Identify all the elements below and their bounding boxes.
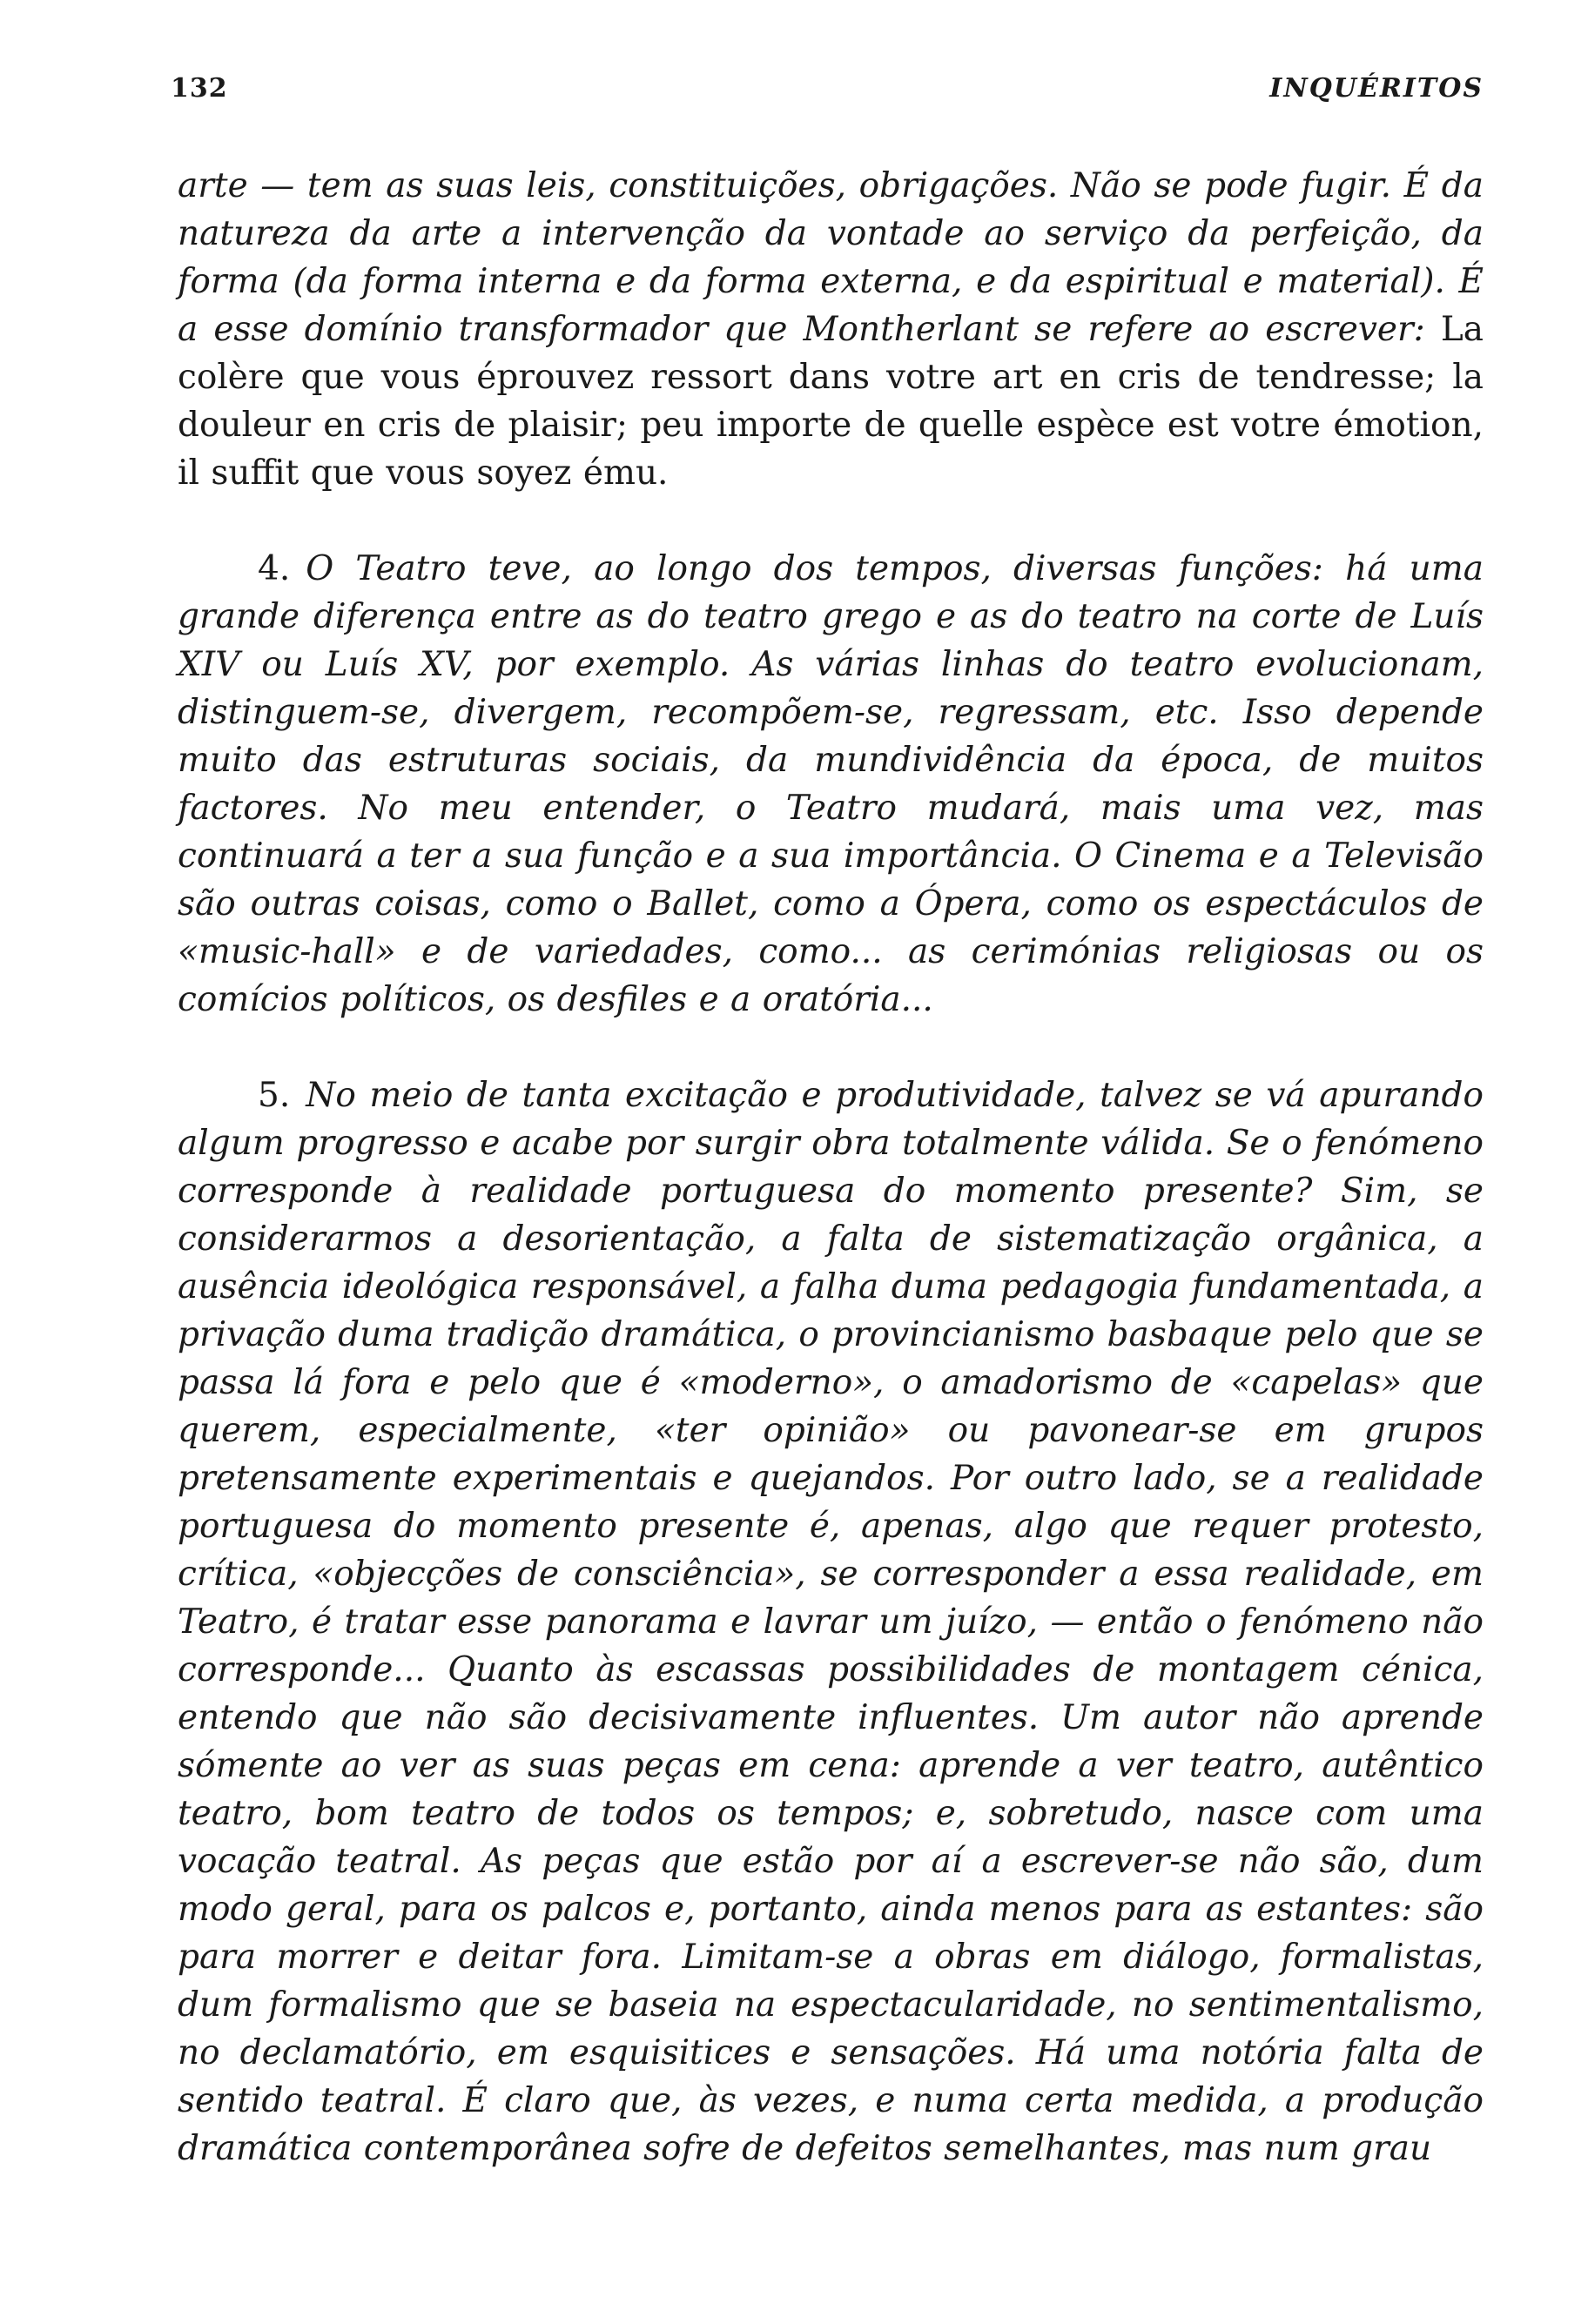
paragraph-arte [178,162,1484,497]
paragraph-5 [178,1071,1484,2173]
paragraph-number: 4. [258,549,291,588]
page-number: 132 [171,73,228,104]
running-head: INQUÉRITOS [1269,73,1484,104]
paragraph-text: O Teatro teve, ao longo dos tempos, diversas funções: há uma grande diferença entre as do teatro grego e as do teatro na corte de Luís XIV ou Luís XV, por exemplo. As várias linhas do teatro evolucionam, distinguem-se, divergem, recompõem-se, regressam, etc. Isso depende muito das estruturas sociais, da mundividência da época, de muitos factores. No meu entender, o Teatro mudará, mais uma vez, mas continuará a ter a sua função e a sua importância. O Cinema e a Televisão são outras coisas, como o Ballet, como a Ópera, como os espectáculos de «music-hall» e de variedades, como... as cerimónias religiosas ou os comícios políticos, os desfiles e a oratória... [178,549,1484,1019]
page-header [171,73,1484,115]
paragraph-text: No meio de tanta excitação e produtividade, talvez se vá apurando algum progresso e acabe por surgir obra totalmente válida. Se o fenómeno corresponde à realidade portuguesa do momento presente? Sim, se considerarmos a desorientação, a falta de sistematização orgânica, a ausência ideológica responsável, a falha duma pedagogia fundamentada, a privação duma tradição dramática, o provincianismo basbaque pelo que se passa lá fora e pelo que é «moderno», o amadorismo de «capelas» que querem, especialmente, «ter opinião» ou pavonear-se em grupos pretensamente experimentais e quejandos. Por outro lado, se a realidade portuguesa do momento presente é, apenas, algo que requer protesto, crítica, «objecções de consciência», se corresponder a essa realidade, em Teatro, é tratar esse panorama e lavrar um juízo, — então o fenómeno não corresponde... Quanto às escassas possibilidades de montagem cénica, entendo que não são decisivamente influentes. Um autor não aprende sómente ao ver as suas peças em cena: aprende a ver teatro, autêntico teatro, bom teatro de todos os tempos; e, sobretudo, nasce com uma vocação teatral. As peças que estão por aí a escrever-se não são, dum modo geral, para os palcos e, portanto, ainda menos para as estantes: são para morrer e deitar fora. Limitam-se a obras em diálogo, formalistas, dum formalismo que se baseia na espectacularidade, no sentimentalismo, no declamatório, em esquisitices e sensações. Há uma notória falta de sentido teatral. É claro que, às vezes, e numa certa medida, a produção dramática contemporânea sofre de defeitos semelhantes, mas num grau [178,1076,1484,2168]
paragraph-number: 5. [258,1076,291,1115]
paragraph-4 [178,545,1484,1024]
french-quote: La colère que vous éprouvez ressort dans votre art en cris de tendresse; la douleur en cris de plaisir; peu importe de quelle espèce est votre émotion, il suffit que vous soyez ému. [178,310,1484,493]
page-body [178,162,1484,2173]
paragraph-italic-text: arte — tem as suas leis, constituições, obrigações. Não se pode fugir. É da natureza da arte a intervenção da vontade ao serviço da perfeição, da forma (da forma interna e da forma externa, e da espiritual e material). É a esse domínio transformador que Montherlant se refere ao escrever: [178,166,1484,349]
